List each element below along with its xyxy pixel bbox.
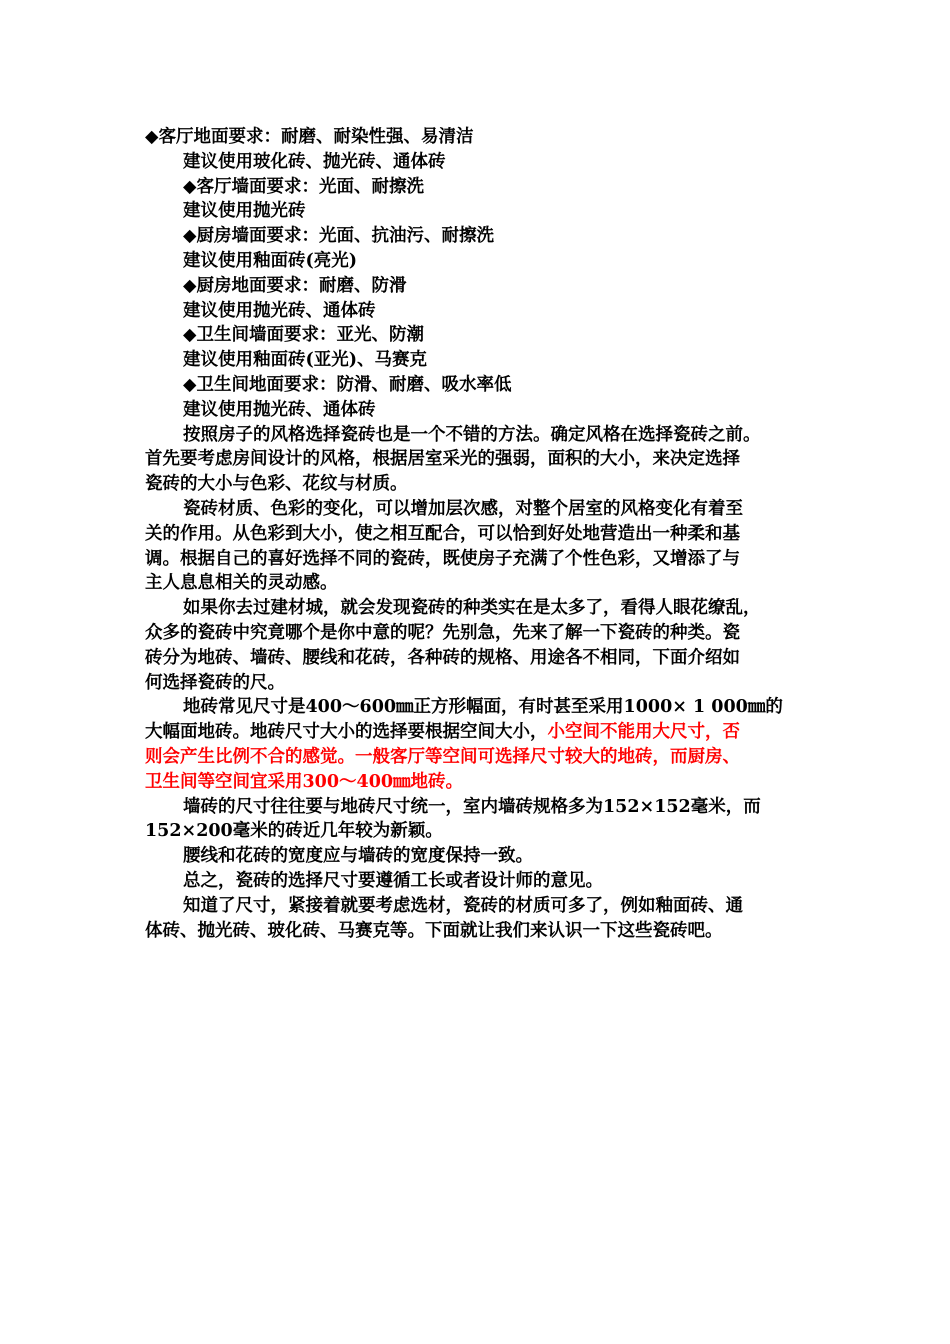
paragraph-material	[145, 497, 810, 596]
highlighted-text: 小空间不能用大尺寸，否	[547, 722, 740, 743]
requirement-heading-living-floor: ◆客厅地面要求：耐磨、耐染性强、易清洁	[145, 127, 474, 147]
document-body	[145, 125, 810, 943]
highlighted-text: 则会产生比例不合的感觉。一般客厅等空间可选择尺寸较大的地砖，而厨房、	[145, 746, 740, 767]
paragraph-line: 砖分为地砖、墙砖、腰线和花砖，各种砖的规格、用途各不相同，下面介绍如	[145, 647, 740, 668]
requirement-advice-kitchen-wall: 建议使用釉面砖(亮光)	[183, 250, 358, 271]
paragraph-line-mixed	[145, 720, 810, 745]
requirement-advice-kitchen-floor: 建议使用抛光砖、通体砖	[183, 300, 376, 321]
paragraph-line: 体砖、抛光砖、玻化砖、马赛克等。下面就让我们来认识一下这些瓷砖吧。	[145, 920, 723, 941]
paragraph-line: 墙砖的尺寸往往要与地砖尺寸统一，室内墙砖规格多为152×152毫米，而	[183, 796, 761, 817]
requirement-heading-bathroom-floor: ◆卫生间地面要求：防滑、耐磨、吸水率低	[183, 374, 512, 395]
paragraph-line: 知道了尺寸，紧接着就要考虑选材，瓷砖的材质可多了，例如釉面砖、通	[183, 895, 743, 916]
paragraph-line: 众多的瓷砖中究竟哪个是你中意的呢？先别急，先来了解一下瓷砖的种类。瓷	[145, 622, 740, 643]
paragraph-line: 如果你去过建材城，就会发现瓷砖的种类实在是太多了，看得人眼花缭乱，	[183, 598, 761, 619]
paragraph-floor-size	[145, 695, 810, 794]
paragraph-waistline: 腰线和花砖的宽度应与墙砖的宽度保持一致。	[183, 846, 533, 867]
paragraph-line: 关的作用。从色彩到大小，使之相互配合，可以恰到好处地营造出一种柔和基	[145, 523, 740, 544]
paragraph-line: 首先要考虑房间设计的风格，根据居室采光的强弱，面积的大小，来决定选择	[145, 449, 740, 470]
highlighted-text: 卫生间等空间宜采用300～400㎜地砖。	[145, 771, 464, 792]
requirement-heading-bathroom-wall: ◆卫生间墙面要求：亚光、防潮	[183, 325, 424, 346]
paragraph-line: 按照房子的风格选择瓷砖也是一个不错的方法。确定风格在选择瓷砖之前。	[183, 424, 761, 445]
paragraph-line: 152×200毫米的砖近几年较为新颖。	[145, 821, 443, 842]
paragraph-summary: 总之，瓷砖的选择尺寸要遵循工长或者设计师的意见。	[183, 870, 603, 891]
requirement-heading-kitchen-wall: ◆厨房墙面要求：光面、抗油污、耐擦洗	[183, 226, 494, 247]
paragraph-line: 调。根据自己的喜好选择不同的瓷砖，既使房子充满了个性色彩，又增添了与	[145, 548, 740, 569]
requirement-advice-living-wall: 建议使用抛光砖	[183, 201, 306, 222]
paragraph-closing	[145, 894, 810, 944]
paragraph-line: 主人息息相关的灵动感。	[145, 573, 338, 594]
paragraph-text: 大幅面地砖。地砖尺寸大小的选择要根据空间大小，	[145, 722, 548, 743]
paragraph-wall-size	[145, 795, 810, 845]
paragraph-style	[145, 423, 810, 497]
paragraph-line: 何选择瓷砖的尺。	[145, 672, 285, 693]
paragraph-line: 瓷砖材质、色彩的变化，可以增加层次感，对整个居室的风格变化有着至	[183, 498, 743, 519]
paragraph-line: 瓷砖的大小与色彩、花纹与材质。	[145, 474, 408, 495]
paragraph-market	[145, 596, 810, 695]
paragraph-line: 地砖常见尺寸是400～600㎜正方形幅面，有时甚至采用1000× 1 000㎜的	[183, 697, 783, 718]
requirement-heading-living-wall: ◆客厅墙面要求：光面、耐擦洗	[183, 176, 424, 197]
requirement-advice-living-floor: 建议使用玻化砖、抛光砖、通体砖	[183, 151, 446, 172]
requirement-advice-bathroom-floor: 建议使用抛光砖、通体砖	[183, 399, 376, 420]
requirement-heading-kitchen-floor: ◆厨房地面要求：耐磨、防滑	[183, 275, 407, 296]
requirement-advice-bathroom-wall: 建议使用釉面砖(亚光)、马赛克	[183, 350, 428, 371]
